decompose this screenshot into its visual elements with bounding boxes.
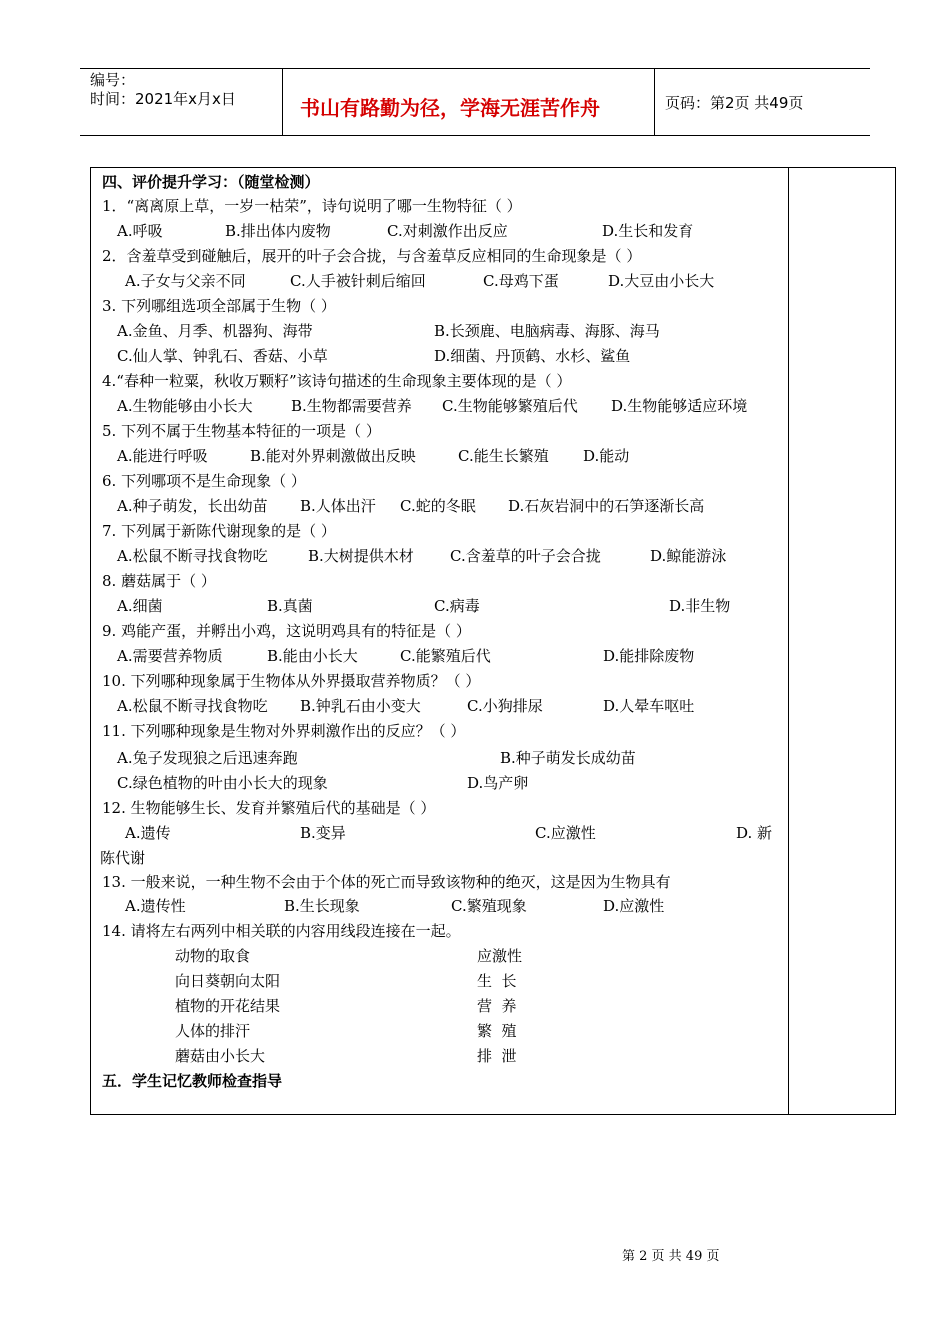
q8-option-d: D.非生物 xyxy=(669,597,731,615)
q2-option-a: A.子女与父亲不同 xyxy=(125,272,246,290)
q9-option-c: C.能繁殖后代 xyxy=(400,647,491,665)
question-13: 13. 一般来说，一种生物不会由于个体的死亡而导致该物种的绝灭，这是因为生物具有 xyxy=(102,873,671,891)
q3-option-a: A.金鱼、月季、机器狗、海带 xyxy=(117,322,313,340)
q3-option-c: C.仙人掌、钟乳石、香菇、小草 xyxy=(117,347,328,365)
q14-left-item-5: 蘑菇由小长大 xyxy=(175,1047,266,1065)
q12-option-a: A.遗传 xyxy=(125,824,171,842)
q5-option-d: D.能动 xyxy=(583,447,630,465)
q3-option-b: B.长颈鹿、电脑病毒、海豚、海马 xyxy=(434,322,660,340)
q8-option-a: A.细菌 xyxy=(117,597,163,615)
question-12: 12. 生物能够生长、发育并繁殖后代的基础是（ ） xyxy=(102,799,436,817)
q1-option-b: B.排出体内废物 xyxy=(225,222,331,240)
question-1: 1．“离离原上草，一岁一枯荣”，诗句说明了哪一生物特征（ ） xyxy=(102,197,522,215)
q9-option-b: B.能由小长大 xyxy=(267,647,358,665)
q6-option-c: C.蛇的冬眠 xyxy=(400,497,476,515)
q7-option-c: C.含羞草的叶子会合拢 xyxy=(450,547,601,565)
q5-option-b: B.能对外界刺激做出反映 xyxy=(250,447,416,465)
q13-option-a: A.遗传性 xyxy=(125,897,186,915)
q9-option-d: D.能排除废物 xyxy=(603,647,695,665)
q2-option-c: C.母鸡下蛋 xyxy=(483,272,559,290)
q14-right-item-2: 生 长 xyxy=(477,972,517,990)
q11-option-c: C.绿色植物的叶由小长大的现象 xyxy=(117,774,328,792)
document-date: 时间：2021年x月x日 xyxy=(90,90,236,108)
q1-option-c: C.对刺激作出反应 xyxy=(387,222,508,240)
q13-option-c: C.繁殖现象 xyxy=(451,897,527,915)
question-7: 7. 下列属于新陈代谢现象的是（ ） xyxy=(102,522,336,540)
q6-option-a: A.种子萌发，长出幼苗 xyxy=(117,497,268,515)
question-14: 14. 请将左右两列中相关联的内容用线段连接在一起。 xyxy=(102,922,461,940)
q13-option-d: D.应激性 xyxy=(603,897,665,915)
q12-option-c: C.应激性 xyxy=(535,824,596,842)
question-5: 5. 下列不属于生物基本特征的一项是（ ） xyxy=(102,422,381,440)
question-9: 9. 鸡能产蛋，并孵出小鸡，这说明鸡具有的特征是（ ） xyxy=(102,622,471,640)
q8-option-b: B.真菌 xyxy=(267,597,313,615)
question-11: 11. 下列哪种现象是生物对外界刺激作出的反应？（ ） xyxy=(102,722,466,740)
q14-left-item-2: 向日葵朝向太阳 xyxy=(175,972,281,990)
q12-option-d-wrap: 陈代谢 xyxy=(100,849,146,867)
q14-left-item-1: 动物的取食 xyxy=(175,947,251,965)
q8-option-c: C.病毒 xyxy=(434,597,480,615)
q11-option-d: D.鸟产卵 xyxy=(467,774,529,792)
q11-option-b: B.种子萌发长成幼苗 xyxy=(500,749,636,767)
q6-option-b: B.人体出汗 xyxy=(300,497,376,515)
q3-option-d: D.细菌、丹顶鹤、水杉、鲨鱼 xyxy=(434,347,631,365)
q10-option-c: C.小狗排尿 xyxy=(467,697,543,715)
q6-option-d: D.石灰岩洞中的石笋逐渐长高 xyxy=(508,497,705,515)
q7-option-d: D.鲸能游泳 xyxy=(650,547,727,565)
q11-option-a: A.兔子发现狼之后迅速奔跑 xyxy=(117,749,298,767)
question-4: 4.“春种一粒粟，秋收万颗籽”该诗句描述的生命现象主要体现的是（ ） xyxy=(102,372,572,390)
q5-option-a: A.能进行呼吸 xyxy=(117,447,208,465)
q4-option-d: D.生物能够适应环境 xyxy=(611,397,748,415)
question-10: 10. 下列哪种现象属于生物体从外界摄取营养物质？（ ） xyxy=(102,672,481,690)
page-info: 页码：第2页 共49页 xyxy=(665,94,804,112)
q12-option-d: D. 新 xyxy=(736,824,773,842)
q14-right-item-4: 繁 殖 xyxy=(477,1022,517,1040)
table-column-divider xyxy=(788,167,789,1115)
section-4-title: 四、评价提升学习：（随堂检测） xyxy=(102,173,320,191)
motto-title: 书山有路勤为径，学海无涯苦作舟 xyxy=(300,96,600,120)
q1-option-d: D.生长和发育 xyxy=(602,222,694,240)
section-5-title: 五．学生记忆教师检查指导 xyxy=(102,1072,283,1090)
q13-option-b: B.生长现象 xyxy=(284,897,360,915)
q4-option-b: B.生物都需要营养 xyxy=(291,397,412,415)
q10-option-d: D.人晕车呕吐 xyxy=(603,697,695,715)
question-8: 8. 蘑菇属于（ ） xyxy=(102,572,216,590)
question-6: 6. 下列哪项不是生命现象（ ） xyxy=(102,472,306,490)
page-footer: 第 2 页 共 49 页 xyxy=(622,1249,720,1264)
q4-option-c: C.生物能够繁殖后代 xyxy=(442,397,578,415)
document-number-label: 编号： xyxy=(90,71,136,89)
q2-option-d: D.大豆由小长大 xyxy=(608,272,715,290)
q7-option-a: A.松鼠不断寻找食物吃 xyxy=(117,547,268,565)
q2-option-b: C.人手被针刺后缩回 xyxy=(290,272,426,290)
question-3: 3. 下列哪组选项全部属于生物（ ） xyxy=(102,297,336,315)
q4-option-a: A.生物能够由小长大 xyxy=(117,397,253,415)
question-2: 2．含羞草受到碰触后，展开的叶子会合拢，与含羞草反应相同的生命现象是（ ） xyxy=(102,247,642,265)
q10-option-a: A.松鼠不断寻找食物吃 xyxy=(117,697,268,715)
q14-left-item-4: 人体的排汗 xyxy=(175,1022,251,1040)
q14-right-item-1: 应激性 xyxy=(477,947,523,965)
q12-option-b: B.变异 xyxy=(300,824,346,842)
q9-option-a: A.需要营养物质 xyxy=(117,647,223,665)
q14-right-item-3: 营 养 xyxy=(477,997,517,1015)
q7-option-b: B.大树提供木材 xyxy=(308,547,414,565)
q14-right-item-5: 排 泄 xyxy=(477,1047,517,1065)
q10-option-b: B.钟乳石由小变大 xyxy=(300,697,421,715)
q5-option-c: C.能生长繁殖 xyxy=(458,447,549,465)
q14-left-item-3: 植物的开花结果 xyxy=(175,997,281,1015)
q1-option-a: A.呼吸 xyxy=(117,222,163,240)
